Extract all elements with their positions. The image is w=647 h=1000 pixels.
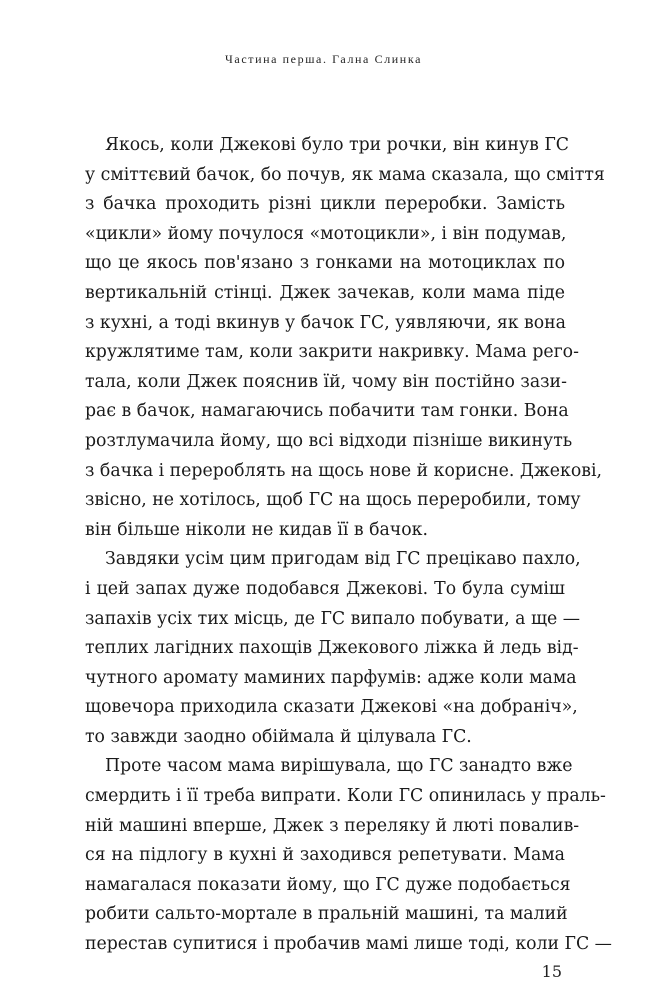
paragraph-line: ся на підлогу в кухні й заходився репетувати. Мама <box>85 845 565 866</box>
paragraph-line: з кухні, а тоді вкинув у бачок ГС, уявляючи, як вона <box>85 312 566 333</box>
paragraph-line: розтлумачила йому, що всі відходи пізніше викинуть <box>85 430 573 451</box>
paragraph-line: смердить і її треба випрати. Коли ГС опинилась у праль- <box>85 786 606 807</box>
paragraph-line: звісно, не хотілось, щоб ГС на щось переробили, тому <box>85 490 581 511</box>
paragraph-line: з бачка проходить різні цикли переробки. Замість <box>85 194 565 215</box>
paragraph-line: рає в бачок, намагаючись побачити там гонки. Вона <box>85 401 569 422</box>
paragraph-line: що це якось пов'язано з гонками на мотоциклах по <box>85 253 565 274</box>
paragraph-line: «цикли» йому почулося «мотоцикли», і він подумав, <box>85 223 567 244</box>
paragraph-line: то завжди заодно обіймала й цілувала ГС. <box>85 726 472 747</box>
paragraph-line: він більше ніколи не кидав її в бачок. <box>85 519 428 540</box>
paragraph-line: теплих лагідних пахощів Джекового ліжка й ледь від- <box>85 638 579 659</box>
paragraph-line: і цей запах дуже подобався Джекові. То була суміш <box>85 578 565 599</box>
paragraph-line: ній машині вперше, Джек з переляку й люті повалив- <box>85 815 580 836</box>
paragraph-line: запахів усіх тих місць, де ГС випало побувати, а ще — <box>85 608 581 629</box>
paragraph-line: Проте часом мама вирішувала, що ГС занадто вже <box>105 756 573 777</box>
body-text <box>85 131 612 960</box>
paragraph-line: перестав супитися і пробачив мамі лише тоді, коли ГС — <box>85 934 612 955</box>
paragraph-line: чутного аромату маминих парфумів: адже коли мама <box>85 667 577 688</box>
paragraph-line: Якось, коли Джекові було три рочки, він кинув ГС <box>105 135 569 155</box>
paragraph-line: Завдяки усім цим пригодам від ГС прецікаво пахло, <box>105 549 581 570</box>
paragraph-line: у сміттєвий бачок, бо почув, як мама сказала, що сміття <box>85 164 605 185</box>
paragraph-line: кружлятиме там, коли закрити накривку. Мама рего- <box>85 342 579 363</box>
running-head: Частина перша. Гална Слинка <box>225 52 422 66</box>
paragraph-line: з бачка і перероблять на щось нове й корисне. Джекові, <box>85 460 602 481</box>
page-number: 15 <box>541 962 562 981</box>
paragraph-line: робити сальто-мортале в пральній машині, та малий <box>85 904 568 925</box>
paragraph-line: тала, коли Джек пояснив їй, чому він постійно зази- <box>85 371 567 392</box>
paragraph-line: вертикальній стінці. Джек зачекав, коли мама піде <box>85 282 565 303</box>
paragraph-line: щовечора приходила сказати Джекові «на добраніч», <box>85 697 578 718</box>
paragraph-line: намагалася показати йому, що ГС дуже подобається <box>85 874 571 895</box>
